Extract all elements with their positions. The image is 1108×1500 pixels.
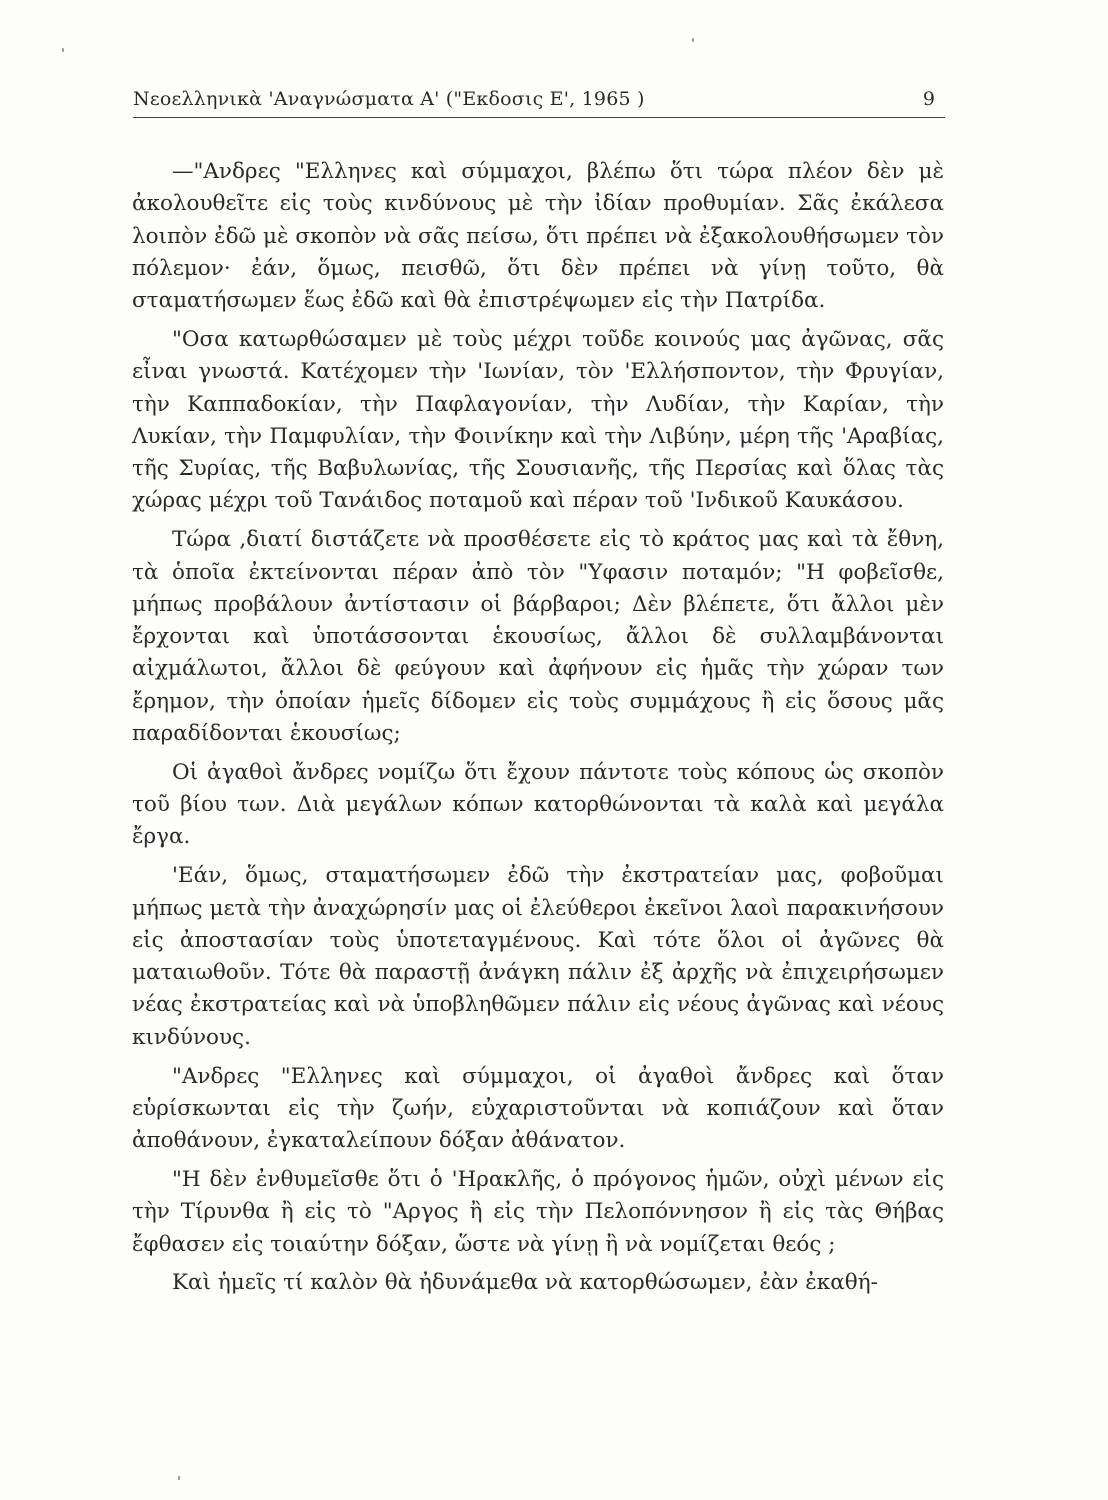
paragraph: 'Εάν, ὅμως, σταματήσωμεν ἐδῶ τὴν ἐκστρατείαν μας, φοβοῦμαι μήπως μετὰ τὴν ἀναχώρησίν μας οἱ ἐλεύθεροι ἐκεῖνοι λαοὶ παρακινήσουν εἰς ἀποστασίαν τοὺς ὑποτεταγμένους. Καὶ τότε ὅλοι οἱ ἀγῶνες θὰ ματαιωθοῦν. Τότε θὰ παραστῇ ἀνάγκη πάλιν ἐξ ἀρχῆς νὰ ἐπιχειρήσωμεν νέας ἐκστρατείας καὶ νὰ ὑποβληθῶμεν πάλιν εἰς νέους ἀγῶνας καὶ νέους κινδύνους. xyxy=(132,863,944,1050)
paragraph: "Οσα κατωρθώσαμεν μὲ τοὺς μέχρι τοῦδε κοινούς μας ἀγῶνας, σᾶς εἶναι γνωστά. Κατέχομεν τὴν 'Ιωνίαν, τὸν 'Ελλήσποντον, τὴν Φρυγίαν, τὴν Καππαδοκίαν, τὴν Παφλαγονίαν, τὴν Λυδίαν, τὴν Καρίαν, τὴν Λυκίαν, τὴν Παμφυλίαν, τὴν Φοινίκην καὶ τὴν Λιβύην, μέρη τῆς 'Αραβίας, τῆς Συρίας, τῆς Βαβυλωνίας, τῆς Σουσιανῆς, τῆς Περσίας καὶ ὅλας τὰς χώρας μέχρι τοῦ Τανάιδος ποταμοῦ καὶ πέραν τοῦ 'Ινδικοῦ Καυκάσου. xyxy=(132,326,944,514)
scan-speck xyxy=(692,38,694,42)
paragraph: Τώρα ,διατί διστάζετε νὰ προσθέσετε εἰς τὸ κράτος μας καὶ τὰ ἔθνη, τὰ ὁποῖα ἐκτείνονται πέραν ἀπὸ τὸν "Υφασιν ποταμόν; "Η φοβεῖσθε, μήπως προβάλουν ἀντίστασιν οἱ βάρβαροι; Δὲν βλέπετε, ὅτι ἄλλοι μὲν ἔρχονται καὶ ὑποτάσσονται ἑκουσίως, ἄλλοι δὲ συλλαμβάνονται αἰχμάλωτοι, ἄλλοι δὲ φεύγουν καὶ ἀφήνουν εἰς ἡμᾶς τὴν χώραν των ἔρημον, τὴν ὁποίαν ἡμεῖς δίδομεν εἰς τοὺς συμμάχους ἢ εἰς ὅσους μᾶς παραδίδονται ἑκουσίως; xyxy=(132,527,944,747)
paragraph: "Ανδρες "Ελληνες καὶ σύμμαχοι, οἱ ἀγαθοὶ ἄνδρες καὶ ὅταν εὑρίσκωνται εἰς τὴν ζωήν, εὐχαριστοῦνται νὰ κοπιάζουν καὶ ὅταν ἀποθάνουν, ἐγκαταλείπουν δόξαν ἀθάνατον. xyxy=(132,1063,944,1154)
paragraph: "Η δὲν ἐνθυμεῖσθε ὅτι ὁ 'Ηρακλῆς, ὁ πρόγονος ἡμῶν, οὐχὶ μένων εἰς τὴν Τίρυνθα ἢ εἰς τὸ "Αργος ἢ εἰς τὴν Πελοπόννησον ἢ εἰς τὰς Θήβας ἔφθασεν εἰς τοιαύτην δόξαν, ὥστε νὰ γίνῃ ἢ νὰ νομίζεται θεός ; xyxy=(132,1166,944,1257)
running-title: Νεοελληνικὰ 'Αναγνώσματα Α' ("Εκδοσις Ε', 1965 ) xyxy=(133,88,645,110)
paragraph: Οἱ ἀγαθοὶ ἄνδρες νομίζω ὅτι ἔχουν πάντοτε τοὺς κόπους ὡς σκοπὸν τοῦ βίου των. Διὰ μεγάλων κόπων κατορθώνονται τὰ καλὰ καὶ μεγάλα ἔργα. xyxy=(132,759,944,850)
running-header xyxy=(133,88,945,118)
paragraph: Καὶ ἡμεῖς τί καλὸν θὰ ἠδυνάμεθα νὰ κατορθώσωμεν, ἐὰν ἐκαθή- xyxy=(172,1270,878,1296)
page-number: 9 xyxy=(922,88,935,110)
scan-speck xyxy=(62,48,64,52)
scan-speck xyxy=(178,1476,180,1480)
paragraph: —"Ανδρες "Ελληνες καὶ σύμμαχοι, βλέπω ὅτι τώρα πλέον δὲν μὲ ἀκολουθεῖτε εἰς τοὺς κινδύνους μὲ τὴν ἰδίαν προθυμίαν. Σᾶς ἐκάλεσα λοιπὸν ἐδῶ μὲ σκοπὸν νὰ σᾶς πείσω, ὅτι πρέπει νὰ ἐξακολουθήσωμεν τὸν πόλεμον· ἐάν, ὅμως, πεισθῶ, ὅτι δὲν πρέπει νὰ γίνῃ τοῦτο, θὰ σταματήσωμεν ἕως ἐδῶ καὶ θὰ ἐπιστρέψωμεν εἰς τὴν Πατρίδα. xyxy=(132,159,944,314)
body-text xyxy=(132,156,944,1306)
